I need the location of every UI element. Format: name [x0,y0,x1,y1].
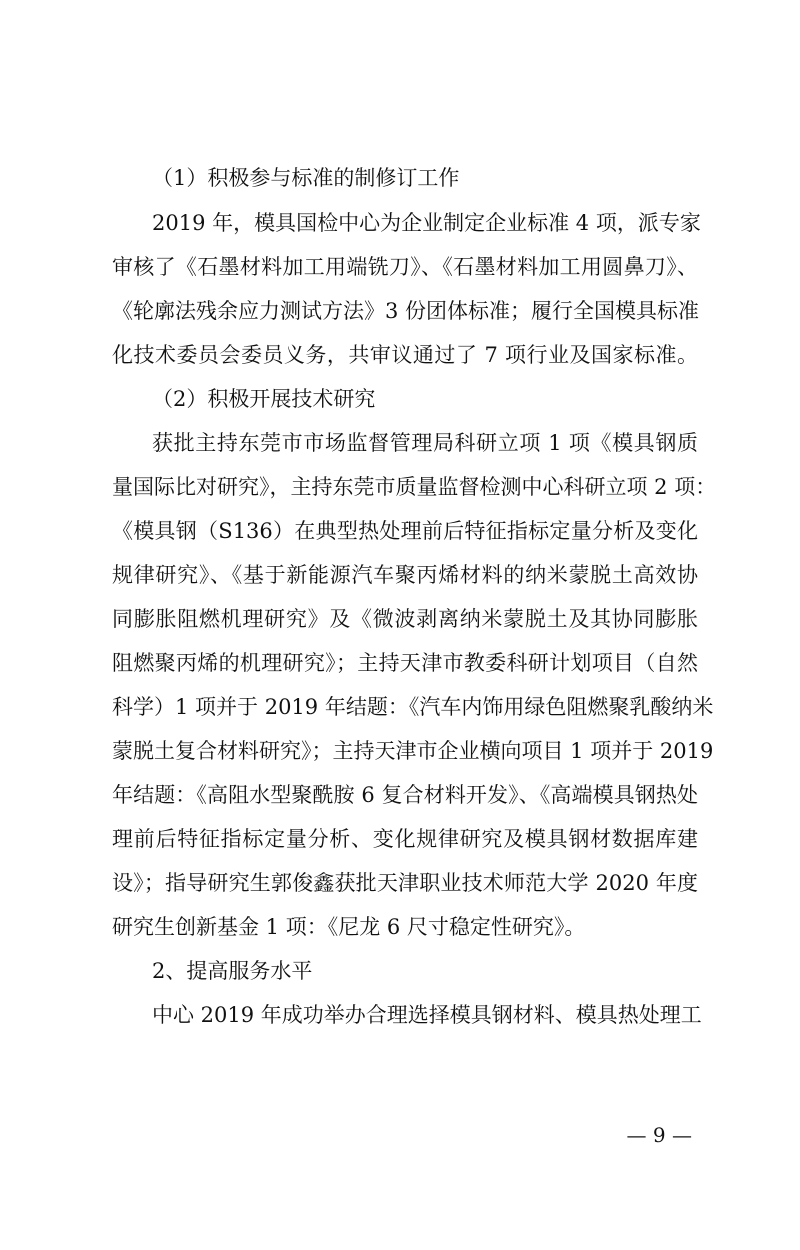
paragraph-line: 同膨胀阻燃机理研究》及《微波剥离纳米蒙脱土及其协同膨胀 [112,607,698,631]
paragraph-line: 蒙脱土复合材料研究》；主持天津市企业横向项目 1 项并于 2019 [112,739,714,763]
paragraph-line: 量国际比对研究》，主持东莞市质量监督检测中心科研立项 2 项： [112,475,717,499]
paragraph-line: 获批主持东莞市市场监督管理局科研立项 1 项《模具钢质 [152,431,698,455]
paragraph-line: 规律研究》、《基于新能源汽车聚丙烯材料的纳米蒙脱土高效协 [112,563,698,587]
paragraph-line: 科学）1 项并于 2019 年结题：《汽车内饰用绿色阻燃聚乳酸纳米 [112,695,714,719]
paragraph-line: 理前后特征指标定量分析、变化规律研究及模具钢材数据库建 [112,827,698,851]
heading-service-level: 2、提高服务水平 [152,959,313,983]
paragraph-line: 化技术委员会委员义务，共审议通过了 7 项行业及国家标准。 [112,343,698,367]
paragraph-line: 2019 年，模具国检中心为企业制定企业标准 4 项，派专家 [152,211,701,235]
paragraph-line: 阻燃聚丙烯的机理研究》；主持天津市教委科研计划项目（自然 [112,651,698,675]
paragraph-line: 《模具钢（S136）在典型热处理前后特征指标定量分析及变化 [112,519,698,543]
paragraph-line: 年结题：《高阻水型聚酰胺 6 复合材料开发》、《高端模具钢热处 [112,783,698,807]
paragraph-line: 《轮廓法残余应力测试方法》3 份团体标准；履行全国模具标准 [112,299,700,323]
paragraph-line: 设》；指导研究生郭俊鑫获批天津职业技术师范大学 2020 年度 [112,871,698,895]
heading-1-standards: （1）积极参与标准的制修订工作 [152,166,460,190]
heading-2-research: （2）积极开展技术研究 [152,387,376,411]
page-number: — 9 — [626,1123,692,1147]
paragraph-line: 中心 2019 年成功举办合理选择模具钢材料、模具热处理工 [152,1003,702,1027]
paragraph-line: 审核了《石墨材料加工用端铣刀》、《石墨材料加工用圆鼻刀》、 [112,255,698,279]
paragraph-line: 研究生创新基金 1 项：《尼龙 6 尺寸稳定性研究》。 [112,915,586,939]
